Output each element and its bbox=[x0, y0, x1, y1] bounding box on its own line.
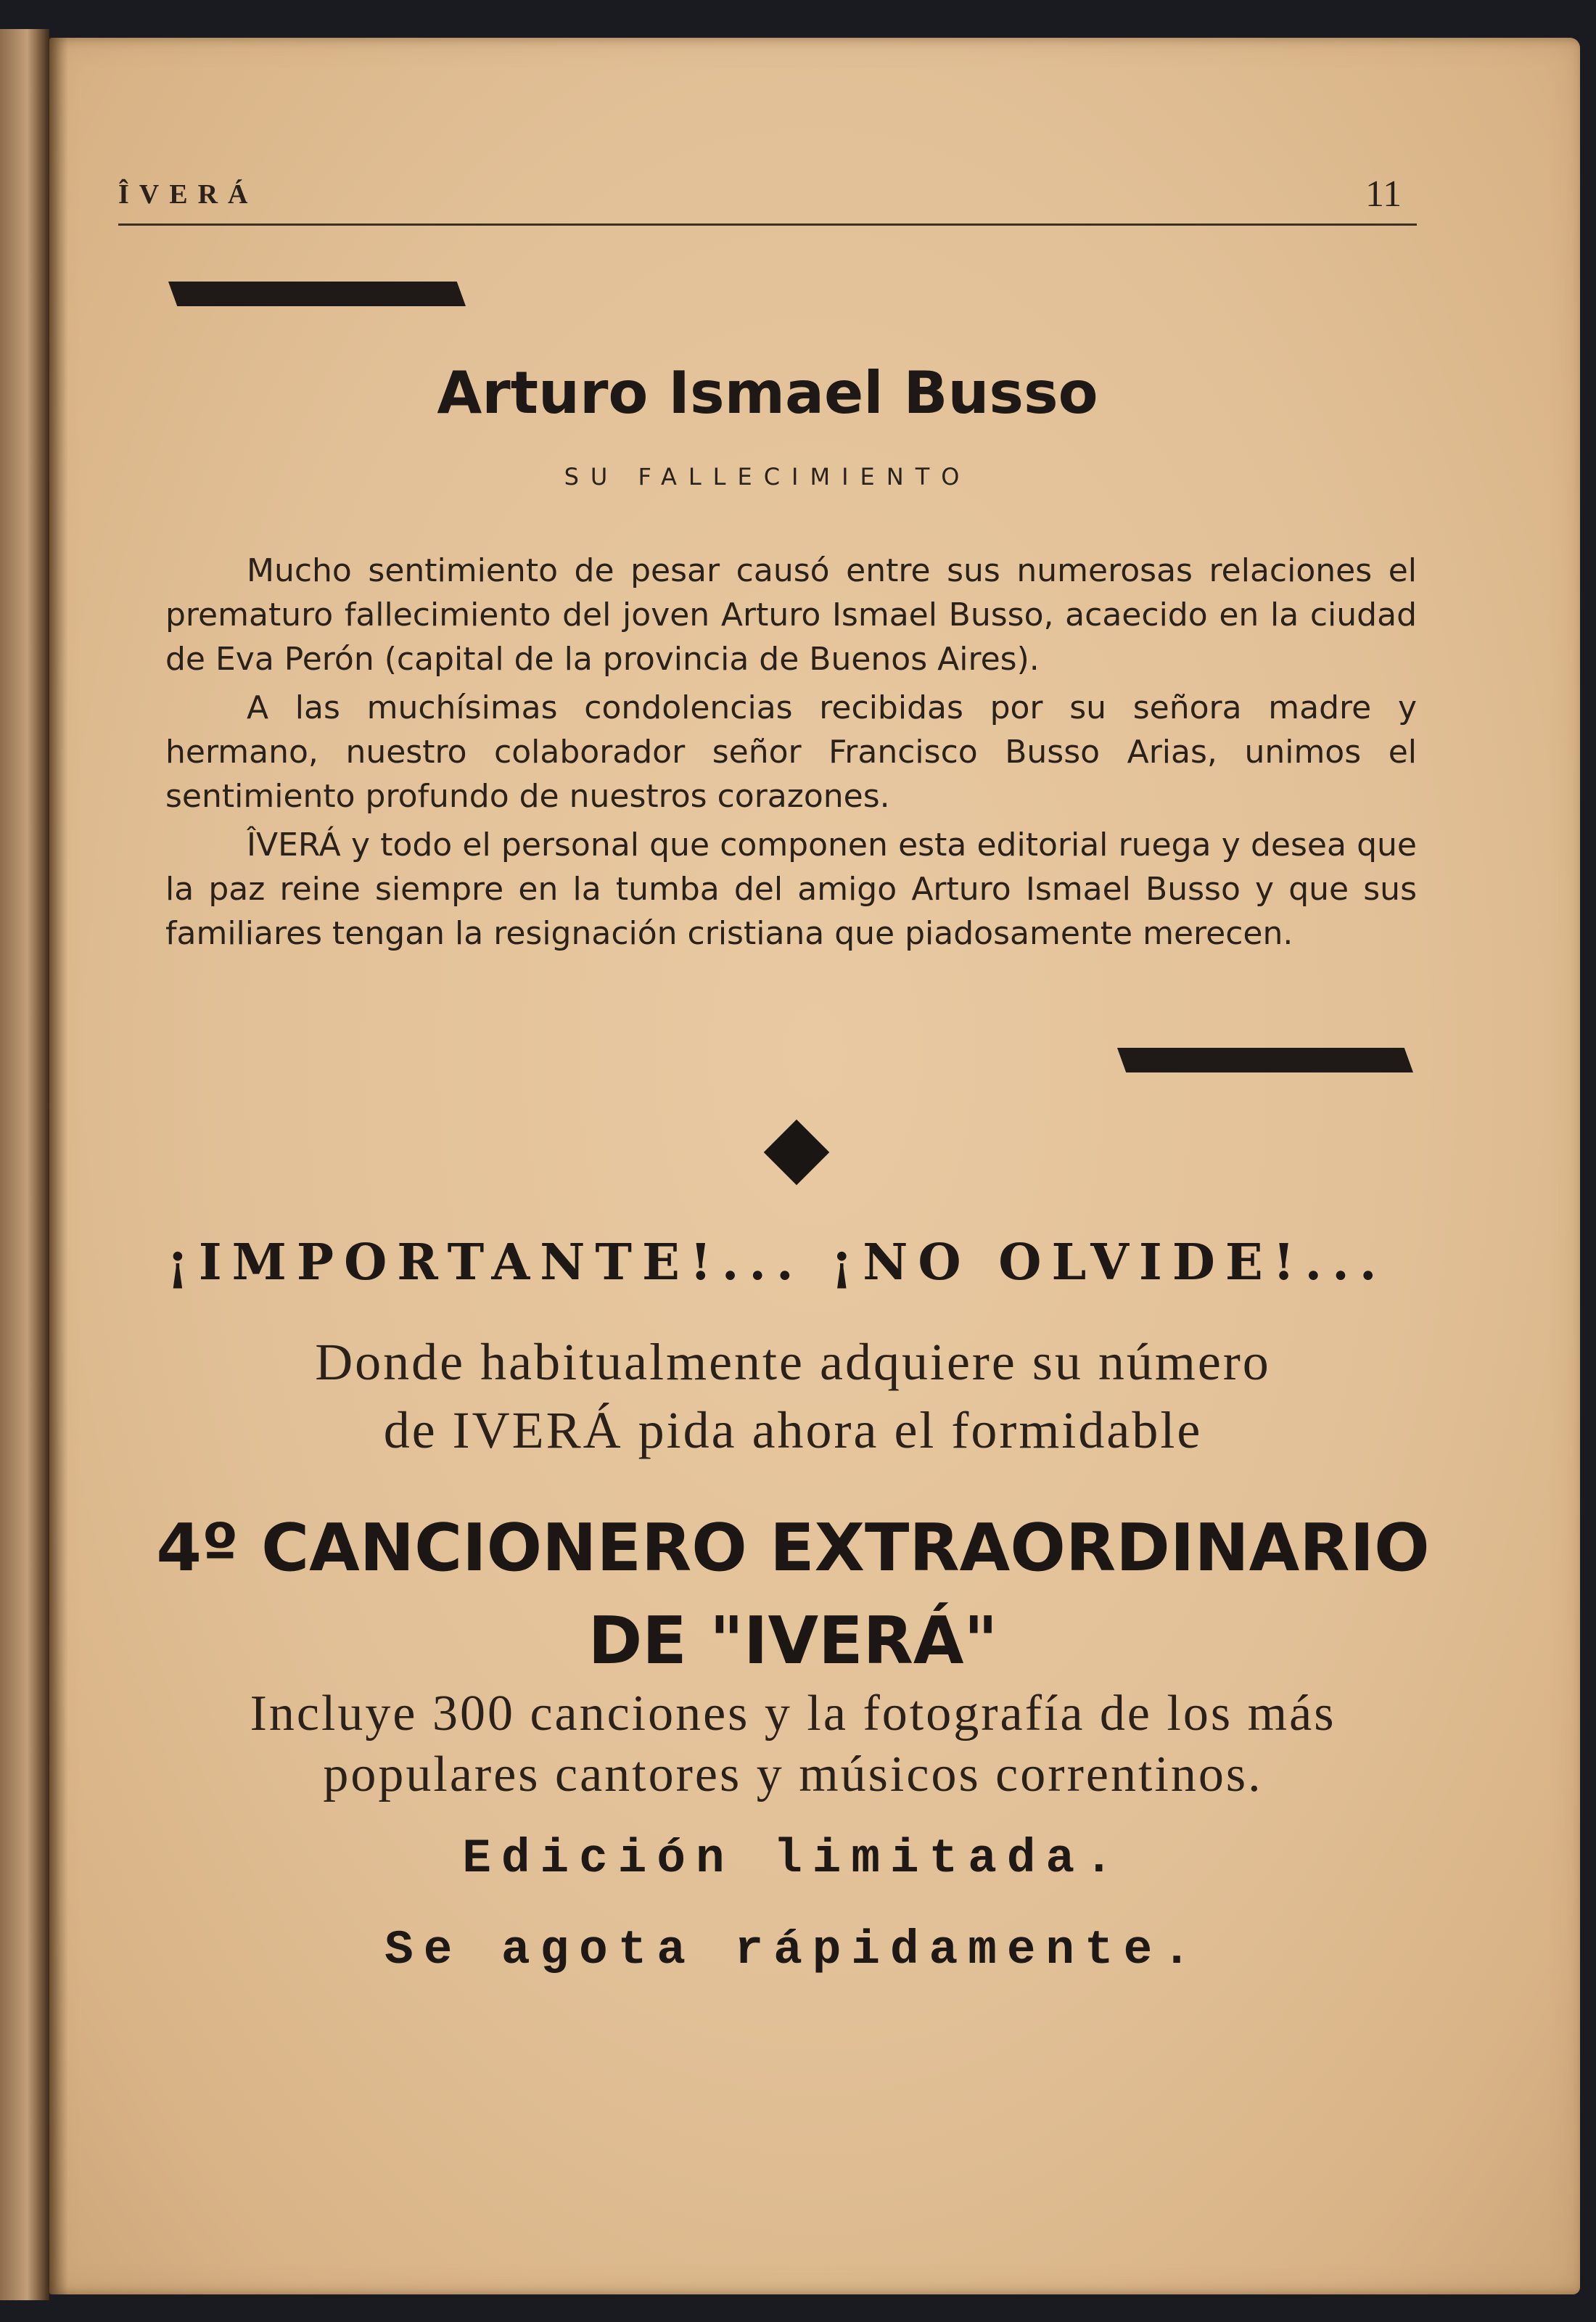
obituary-title: Arturo Ismael Busso bbox=[437, 359, 1098, 427]
decorative-bar-top bbox=[168, 282, 466, 306]
ad-intro bbox=[118, 1328, 1468, 1464]
ad-title-line: DE "IVERÁ" bbox=[588, 1603, 998, 1679]
ad-intro-line: Donde habitualmente adquiere su número bbox=[315, 1333, 1271, 1391]
page-number: 11 bbox=[1365, 173, 1402, 215]
running-header-brand: ÎVERÁ bbox=[118, 179, 258, 210]
obituary-body bbox=[165, 549, 1417, 960]
header-rule bbox=[118, 223, 1417, 226]
ad-description bbox=[118, 1683, 1468, 1805]
obituary-paragraph: Mucho sentimiento de pesar causó entre sus numerosas relaciones el prematuro fallecimiento del joven Arturo Ismael Busso, acaecido en la ciudad de Eva Perón (capital de la provincia de Buenos Aires). bbox=[165, 552, 1417, 678]
decorative-bar-bottom bbox=[1117, 1048, 1413, 1072]
obituary-subtitle: SU FALLECIMIENTO bbox=[564, 463, 971, 491]
sells-out-note: Se agota rápidamente. bbox=[384, 1923, 1201, 1977]
ad-description-line: Incluye 300 canciones y la fotografía de los más bbox=[250, 1686, 1336, 1742]
important-headline: ¡IMPORTANTE!... ¡NO OLVIDE!... bbox=[167, 1234, 1387, 1292]
obituary-paragraph: A las muchísimas condolencias recibidas por su señora madre y hermano, nuestro colaborador señor Francisco Busso Arias, unimos el sentimiento profundo de nuestros corazones. bbox=[165, 689, 1417, 815]
ad-intro-line: de IVERÁ pida ahora el formidable bbox=[383, 1401, 1203, 1459]
ad-description-line: populares cantores y músicos correntinos. bbox=[323, 1747, 1263, 1802]
ad-title-line: 4º CANCIONERO EXTRAORDINARIO bbox=[156, 1510, 1430, 1586]
left-page-edge bbox=[0, 29, 49, 2300]
ad-title bbox=[118, 1502, 1468, 1688]
obituary-paragraph: ÎVERÁ y todo el personal que componen esta editorial ruega y desea que la paz reine siempre en la tumba del amigo Arturo Ismael Busso y que sus familiares tengan la resignación cristiana que piadosamente merecen. bbox=[165, 826, 1417, 952]
limited-edition-note: Edición limitada. bbox=[462, 1831, 1124, 1886]
